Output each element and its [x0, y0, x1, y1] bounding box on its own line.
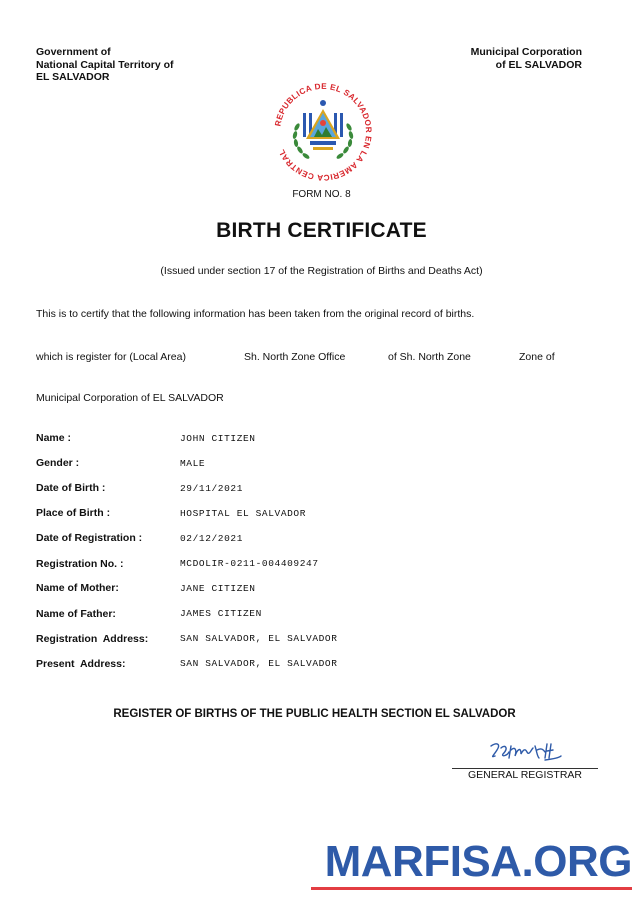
issuer-line: EL SALVADOR — [36, 71, 110, 83]
registry-footer-title: REGISTER OF BIRTHS OF THE PUBLIC HEALTH SECTION EL SALVADOR — [113, 708, 516, 720]
marfisa-watermark: MARFISA.ORG — [324, 837, 632, 886]
registrar-signature — [487, 740, 563, 764]
registration-address-value: SAN SALVADOR, EL SALVADOR — [180, 633, 338, 644]
name-value: JOHN CITIZEN — [180, 433, 256, 444]
date-of-birth-value: 29/11/2021 — [180, 483, 244, 494]
coat-of-arms-seal — [270, 79, 376, 185]
register-office: Sh. North Zone Office — [244, 351, 346, 363]
date-of-registration-value: 02/12/2021 — [180, 533, 244, 544]
issuer-government-block — [36, 46, 174, 84]
issuer-line: Municipal Corporation — [470, 46, 582, 58]
registration-number-label: Registration No. : — [36, 558, 124, 570]
register-zone: of Sh. North Zone — [388, 351, 471, 363]
present-address-value: SAN SALVADOR, EL SALVADOR — [180, 658, 338, 669]
municipal-corporation-line: Municipal Corporation of EL SALVADOR — [36, 392, 224, 404]
mother-name-value: JANE CITIZEN — [180, 583, 256, 594]
watermark-underline — [311, 887, 632, 890]
form-number: FORM NO. 8 — [292, 189, 351, 200]
place-of-birth-value: HOSPITAL EL SALVADOR — [180, 508, 307, 519]
issuer-municipal-block — [471, 46, 582, 71]
seal-ring-text: REPUBLICA DE EL SALVADOR EN LA AMERICA CENTRAL — [273, 81, 374, 183]
gender-value: MALE — [180, 458, 206, 469]
date-of-registration-label: Date of Registration : — [36, 532, 143, 544]
name-label: Name : — [36, 432, 72, 444]
issuer-line: National Capital Territory of — [36, 58, 174, 71]
register-zone-of: Zone of — [519, 351, 555, 363]
place-of-birth-label: Place of Birth : — [36, 507, 111, 519]
father-name-label: Name of Father: — [36, 608, 116, 620]
general-registrar-label: GENERAL REGISTRAR — [468, 769, 582, 781]
mother-name-label: Name of Mother: — [36, 582, 119, 594]
issuer-line: of EL SALVADOR — [495, 58, 582, 71]
certification-statement: This is to certify that the following information has been taken from the original record of births. — [36, 308, 475, 320]
registration-number-value: MCDOLIR-0211-004409247 — [180, 558, 319, 569]
register-local-area-label: which is register for (Local Area) — [36, 351, 186, 363]
present-address-label: Present Address: — [36, 658, 126, 670]
father-name-value: JAMES CITIZEN — [180, 608, 262, 619]
issuer-line: Government of — [36, 46, 111, 58]
registration-address-label: Registration Address: — [36, 633, 149, 645]
document-title: BIRTH CERTIFICATE — [216, 219, 427, 242]
date-of-birth-label: Date of Birth : — [36, 482, 106, 494]
gender-label: Gender : — [36, 457, 80, 469]
document-subtitle: (Issued under section 17 of the Registration of Births and Deaths Act) — [160, 265, 483, 277]
